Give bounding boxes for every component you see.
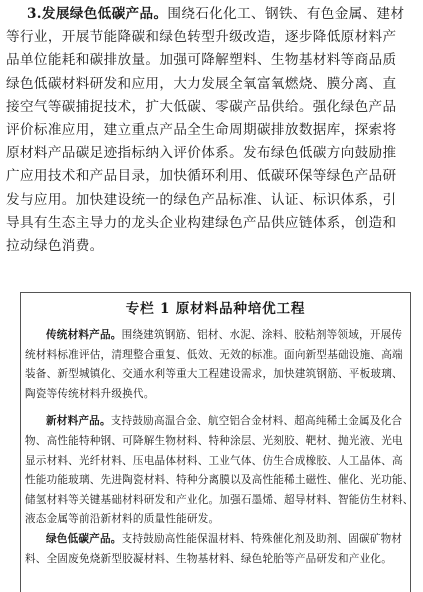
paragraph-line: 发与应用。加快建设统一的绿色产品标准、认证、标识体系，引 (6, 191, 397, 208)
section-heading: 传统材料产品。 (46, 329, 122, 341)
column-box (20, 292, 414, 592)
body-paragraph (6, 3, 423, 258)
box-line: 陶瓷等传统材料升级换代。 (25, 387, 155, 400)
section-heading: 新材料产品。 (46, 415, 111, 428)
box-line: 料、全固废免烧新型胶凝材料、生物基材料、绿色轮胎等产品研发和产业化。 (25, 552, 392, 565)
box-line: 储氢材料等关键基础材料研发和产业化。加强石墨烯、超导材料、智能仿生材料、 (25, 493, 414, 506)
paragraph-line-text: 围绕石化化工、钢铁、有色金属、建材 (167, 6, 405, 22)
box-line-text: 围绕建筑钢筋、铝材、水泥、涂料、胶粘剂等领域，开展传 (121, 329, 403, 341)
paragraph-heading: 3.发展绿色低碳产品。 (27, 6, 168, 22)
box-line-text: 支持鼓励高性能保温材料、特殊催化剂及助剂、固碳矿物材 (121, 532, 403, 545)
box-line: 物、高性能特种钢、可降解生物材料、特种涂层、光刻胶、靶材、抛光液、光电 (25, 434, 403, 447)
box-line (25, 412, 408, 432)
paragraph-line: 广应用技术和产品目录，加快循环利用、低碳环保等绿色产品研 (6, 168, 397, 185)
box-line: 性能功能玻璃、先进陶瓷材料、特种分离膜以及高性能稀土磁性、催化、光功能、 (25, 474, 414, 487)
box-line: 统材料标准评估，清理整合重复、低效、无效的标准。面向新型基础设施、高端 (25, 348, 403, 361)
paragraph-line: 接空气等碳捕捉技术，扩大低碳、零碳产品供给。强化绿色产品 (6, 98, 397, 115)
paragraph-line: 等行业，开展节能降碳和绿色转型升级改造，逐步降低原材料产 (6, 29, 397, 46)
box-body (25, 326, 414, 569)
paragraph-line: 拉动绿色消费。 (6, 237, 104, 254)
paragraph-line: 评价标准应用，建立重点产品全生命周期碳排放数据库，探索将 (6, 121, 397, 138)
paragraph-line: 绿色低碳材料研发和应用，大力发展全氧富氧燃烧、膜分离、直 (6, 75, 397, 92)
paragraph-line: 导具有生态主导力的龙头企业构建绿色产品供应链体系，创造和 (6, 214, 397, 231)
section-gap (25, 404, 408, 412)
paragraph-line: 原材料产品碳足迹指标纳入评价体系。发布绿色低碳方向鼓励推 (6, 145, 397, 162)
section-heading: 绿色低碳产品。 (46, 532, 122, 545)
box-line-text: 支持鼓励高温合金、航空铝合金材料、超高纯稀土金属及化合 (110, 415, 403, 428)
box-line: 装备、新型城镇化、交通水利等重大工程建设需求，加快建筑钢筋、平板玻璃、 (25, 368, 403, 381)
box-line: 显示材料、光纤材料、压电晶体材料、工业气体、仿生合成橡胶、人工晶体、高 (25, 454, 403, 467)
paragraph-line (6, 3, 423, 26)
box-line: 液态金属等前沿新材料的质量性能研发。 (25, 513, 220, 526)
paragraph-line: 品单位能耗和碳排放量。加强可降解塑料、生物基材料等商品质 (6, 52, 397, 69)
box-line (25, 530, 408, 550)
box-line (25, 326, 408, 346)
box-title: 专栏 1 原材料品种培优工程 (125, 301, 306, 317)
